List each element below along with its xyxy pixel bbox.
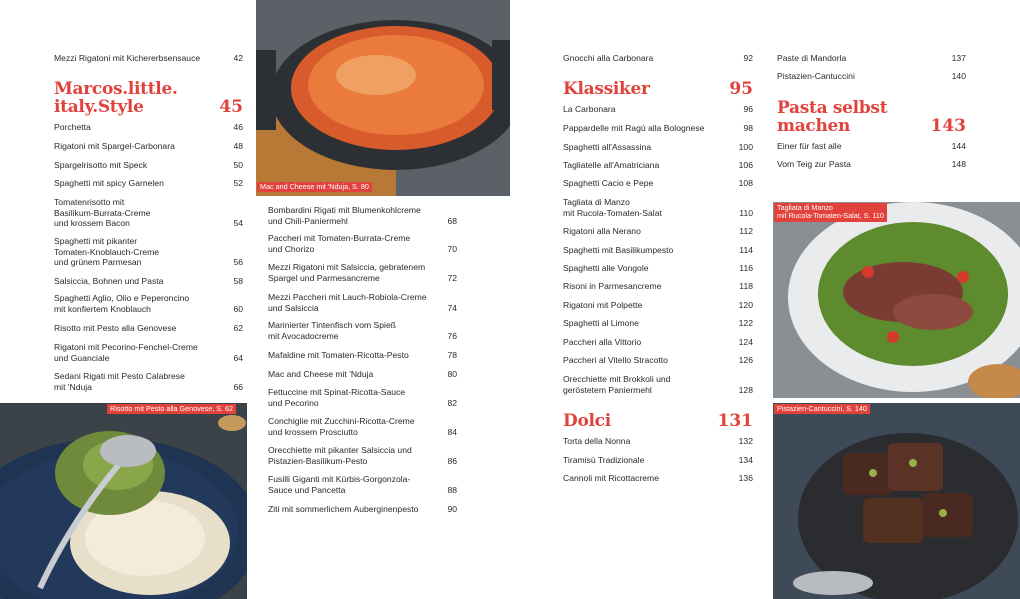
toc-entry[interactable]	[563, 281, 753, 292]
toc-entry[interactable]	[54, 371, 243, 392]
entry-page: 60	[233, 303, 243, 314]
photo-risotto	[0, 403, 247, 599]
section-title: Pasta selbst machen	[777, 98, 888, 136]
toc-entry[interactable]	[54, 53, 243, 64]
toc-entry[interactable]	[54, 197, 243, 229]
toc-entry[interactable]	[563, 53, 753, 64]
entry-title: La Carbonara	[563, 104, 616, 114]
section-title: Klassiker	[563, 79, 650, 99]
toc-entry[interactable]	[268, 504, 457, 515]
entry-page: 62	[233, 323, 243, 333]
toc-entry[interactable]	[563, 104, 753, 115]
entry-title: Mezzi Paccheri mit Lauch-Robiola-Creme und Salsiccia	[268, 292, 427, 313]
toc-entry[interactable]	[268, 445, 457, 466]
entry-page: 42	[233, 53, 243, 63]
toc-entry[interactable]	[563, 160, 753, 171]
risotto-image	[0, 403, 247, 599]
entry-title: Spaghetti alle Vongole	[563, 263, 649, 273]
entry-page: 78	[447, 350, 457, 360]
toc-entry[interactable]	[268, 350, 457, 361]
entry-page: 64	[233, 352, 243, 363]
toc-entry[interactable]	[777, 141, 966, 152]
entry-page: 88	[447, 484, 457, 495]
section-heading	[54, 80, 243, 116]
entry-title: Fettuccine mit Spinat-Ricotta-Sauce und Pecorino	[268, 387, 406, 408]
entry-title: Fusilli Giganti mit Kürbis-Gorgonzola- Sauce und Pancetta	[268, 474, 411, 495]
entry-page: 72	[447, 272, 457, 283]
entry-title: Spaghetti Cacio e Pepe	[563, 178, 654, 188]
entry-page: 140	[951, 71, 966, 81]
entry-page: 126	[738, 355, 753, 365]
entry-page: 144	[951, 141, 966, 151]
entry-page: 68	[447, 215, 457, 226]
section-title: Marcos.little. italy.Style	[54, 79, 178, 117]
entry-page: 132	[738, 436, 753, 446]
entry-title: Pappardelle mit Ragù alla Bolognese	[563, 123, 705, 133]
entry-page: 120	[738, 300, 753, 310]
entry-title: Paccheri al Vitello Stracotto	[563, 355, 668, 365]
toc-entry[interactable]	[563, 123, 753, 134]
entry-title: Tomatenrisotto mit Basilikum-Burrata-Creme und krossem Bacon	[54, 197, 151, 229]
entry-title: Paccheri mit Tomaten-Burrata-Creme und Chorizo	[268, 233, 411, 254]
toc-entry[interactable]	[54, 160, 243, 171]
toc-entry[interactable]	[268, 387, 457, 408]
tagliata-image	[773, 202, 1020, 398]
toc-entry[interactable]	[54, 276, 243, 287]
toc-entry[interactable]	[268, 292, 457, 313]
toc-entry[interactable]	[54, 178, 243, 189]
entry-title: Tagliata di Manzo mit Rucola-Tomaten-Salat	[563, 197, 662, 218]
entry-page: 134	[738, 455, 753, 465]
toc-entry[interactable]	[563, 197, 753, 218]
toc-entry[interactable]	[563, 318, 753, 329]
entry-page: 148	[951, 159, 966, 169]
toc-entry[interactable]	[268, 262, 457, 283]
entry-title: Tiramisù Tradizionale	[563, 455, 645, 465]
entry-page: 76	[447, 330, 457, 341]
entry-page: 92	[743, 53, 753, 63]
entry-title: Orecchiette mit pikanter Salsiccia und Pistazien-Basilikum-Pesto	[268, 445, 412, 466]
section-page: 131	[717, 411, 753, 431]
entry-title: Spargelrisotto mit Speck	[54, 160, 148, 170]
entry-title: Conchiglie mit Zucchini-Ricotta-Creme und krossem Prosciutto	[268, 416, 415, 437]
cantuccini-image	[773, 403, 1020, 599]
entry-page: 52	[233, 178, 243, 188]
toc-entry[interactable]	[777, 71, 966, 82]
entry-title: Tagliatelle all'Amatriciana	[563, 160, 660, 170]
mac-and-cheese-image	[256, 0, 510, 196]
toc-entry[interactable]	[268, 474, 457, 495]
entry-page: 58	[233, 276, 243, 286]
entry-page: 98	[743, 123, 753, 133]
entry-title: Spaghetti mit pikanter Tomaten-Knoblauch-Creme und grünem Parmesan	[54, 236, 160, 268]
entry-title: Risoni in Parmesancreme	[563, 281, 662, 291]
entry-title: Mafaldine mit Tomaten-Ricotta-Pesto	[268, 350, 409, 360]
entry-page: 124	[738, 337, 753, 347]
photo-cantuccini	[773, 403, 1020, 599]
entry-page: 100	[738, 142, 753, 152]
entry-page: 54	[233, 218, 243, 229]
photo-caption: Mac and Cheese mit 'Nduja, S. 80	[257, 182, 372, 192]
entry-title: Mezzi Rigatoni mit Salsiccia, gebratenem Spargel und Parmesancreme	[268, 262, 426, 283]
entry-page: 84	[447, 426, 457, 437]
entry-page: 110	[739, 207, 753, 218]
toc-entry[interactable]	[54, 141, 243, 152]
entry-title: Rigatoni mit Spargel-Carbonara	[54, 141, 175, 151]
toc-entry[interactable]	[563, 473, 753, 484]
toc-entry[interactable]	[268, 369, 457, 380]
section-title: Dolci	[563, 411, 611, 431]
toc-entry[interactable]	[563, 300, 753, 311]
entry-title: Ziti mit sommerlichem Auberginenpesto	[268, 504, 419, 514]
toc-entry[interactable]	[268, 416, 457, 437]
toc-entry[interactable]	[777, 159, 966, 170]
entry-title: Gnocchi alla Carbonara	[563, 53, 654, 63]
section-heading	[563, 80, 753, 98]
entry-title: Sedani Rigati mit Pesto Calabrese mit 'Nduja	[54, 371, 185, 392]
toc-entry[interactable]	[563, 226, 753, 237]
photo-caption: Tagliata di Manzo mit Rucola-Tomaten-Salat, S. 110	[774, 203, 887, 222]
entry-title: Spaghetti al Limone	[563, 318, 639, 328]
section-page: 143	[930, 116, 966, 136]
entry-page: 80	[447, 369, 457, 379]
entry-page: 137	[951, 53, 966, 63]
entry-page: 66	[233, 381, 243, 392]
entry-page: 128	[738, 384, 753, 395]
toc-entry[interactable]	[54, 293, 243, 314]
entry-page: 106	[738, 160, 753, 170]
photo-caption: Risotto mit Pesto alla Genovese, S. 62	[107, 404, 236, 414]
entry-title: Mac and Cheese mit 'Nduja	[268, 369, 374, 379]
entry-page: 114	[739, 245, 753, 255]
toc-entry[interactable]	[54, 236, 243, 268]
entry-title: Orecchiette mit Brokkoli und geröstetem Paniermehl	[563, 374, 671, 395]
entry-title: Paccheri alla Vittorio	[563, 337, 642, 347]
toc-entry[interactable]	[54, 122, 243, 133]
entry-page: 46	[233, 122, 243, 132]
entry-page: 90	[447, 504, 457, 514]
entry-title: Spaghetti mit spicy Garnelen	[54, 178, 164, 188]
entry-page: 48	[233, 141, 243, 151]
toc-entry[interactable]	[268, 320, 457, 341]
entry-page: 116	[739, 263, 753, 273]
entry-page: 70	[447, 243, 457, 254]
entry-title: Spaghetti Aglio, Olio e Peperoncino mit konfiertem Knoblauch	[54, 293, 190, 314]
entry-title: Risotto mit Pesto alla Genovese	[54, 323, 177, 333]
section-heading	[777, 99, 966, 135]
entry-page: 136	[738, 473, 753, 483]
toc-entry[interactable]	[268, 205, 457, 226]
toc-entry[interactable]	[54, 342, 243, 363]
toc-entry[interactable]	[563, 337, 753, 348]
entry-title: Bombardini Rigati mit Blumenkohlcreme und Chili-Paniermehl	[268, 205, 421, 226]
entry-title: Rigatoni mit Pecorino-Fenchel-Creme und Guanciale	[54, 342, 198, 363]
toc-entry[interactable]	[563, 142, 753, 153]
entry-title: Pistazien-Cantuccini	[777, 71, 855, 81]
toc-entry[interactable]	[563, 245, 753, 256]
entry-page: 82	[447, 397, 457, 408]
entry-page: 96	[743, 104, 753, 114]
entry-page: 86	[447, 455, 457, 466]
entry-page: 74	[447, 302, 457, 313]
toc-entry[interactable]	[563, 436, 753, 447]
toc-entry[interactable]	[54, 323, 243, 334]
section-page: 95	[729, 79, 753, 99]
photo-caption: Pistazien-Cantuccini, S. 140	[774, 404, 870, 414]
entry-page: 118	[739, 281, 753, 291]
entry-title: Torta della Nonna	[563, 436, 631, 446]
entry-page: 50	[233, 160, 243, 170]
entry-title: Salsiccia, Bohnen und Pasta	[54, 276, 164, 286]
toc-entry[interactable]	[563, 263, 753, 274]
toc-entry[interactable]	[563, 178, 753, 189]
section-page: 45	[219, 97, 243, 117]
toc-entry[interactable]	[777, 53, 966, 64]
entry-page: 56	[233, 257, 243, 268]
entry-title: Vom Teig zur Pasta	[777, 159, 851, 169]
entry-page: 122	[738, 318, 753, 328]
entry-title: Porchetta	[54, 122, 91, 132]
entry-page: 108	[738, 178, 753, 188]
toc-entry[interactable]	[563, 455, 753, 466]
entry-title: Einer für fast alle	[777, 141, 842, 151]
toc-entry[interactable]	[563, 355, 753, 366]
entry-title: Paste di Mandorla	[777, 53, 847, 63]
entry-title: Spaghetti all'Assassina	[563, 142, 652, 152]
entry-page: 112	[739, 226, 753, 236]
photo-tagliata	[773, 202, 1020, 398]
entry-title: Marinierter Tintenfisch vom Spieß mit Avocadocreme	[268, 320, 396, 341]
entry-title: Cannoli mit Ricottacreme	[563, 473, 659, 483]
entry-title: Rigatoni alla Nerano	[563, 226, 641, 236]
section-heading	[563, 412, 753, 430]
entry-title: Spaghetti mit Basilikumpesto	[563, 245, 674, 255]
photo-mac-and-cheese	[256, 0, 510, 196]
entry-title: Mezzi Rigatoni mit Kichererbsensauce	[54, 53, 201, 63]
entry-title: Rigatoni mit Polpette	[563, 300, 643, 310]
toc-entry[interactable]	[268, 233, 457, 254]
toc-entry[interactable]	[563, 374, 753, 395]
